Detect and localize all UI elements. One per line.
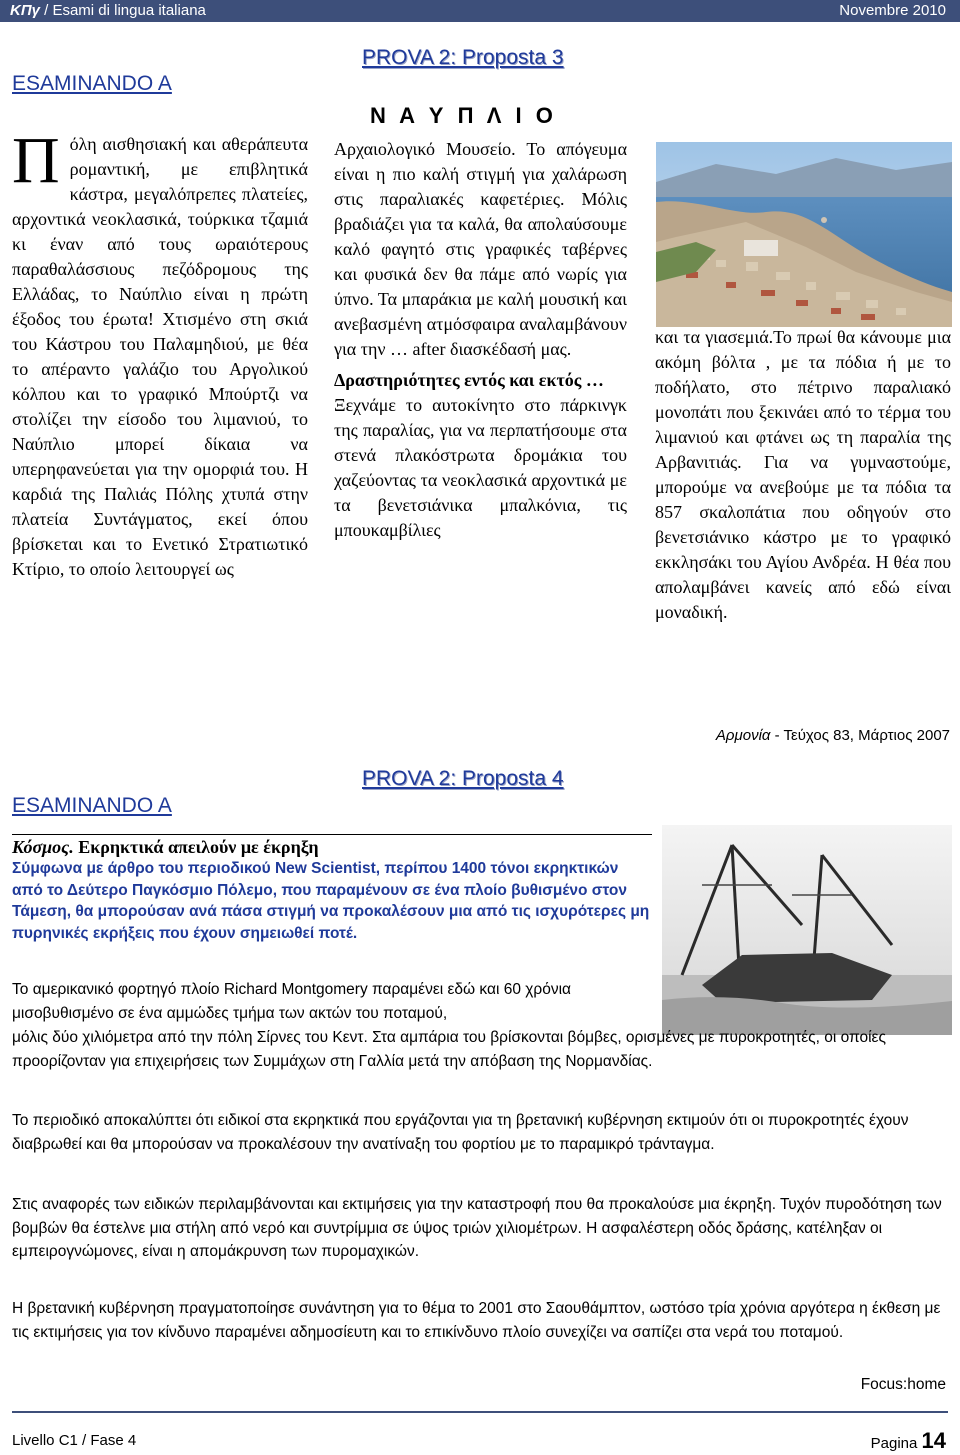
issue-date: Novembre 2010 [839, 2, 946, 19]
publication-subtitle: / Esami di lingua italiana [39, 2, 206, 19]
article-paragraph-3: Στις αναφορές των ειδικών περιλαμβάνονται και εκτιμήσεις για την καταστροφή που θα προκαλούσε μια έκρηξη. Τυχόν πυροδότηση των βομβών θα έστελνε μια στήλη από νερό και συντρίμμια σε ύψος τριών χιλιομέτρων. Η ασφαλέστερη οδός δράσης, κατέληξαν οι εμπειρογνώμονες, είναι η απομάκρυνση των πυρομαχικών. [12, 1196, 942, 1260]
shipwreck-image [662, 825, 952, 1035]
article-paragraph-2: Το περιοδικό αποκαλύπτει ότι ειδικοί στα εκρηκτικά που εργάζονται για τη βρετανική κυβέρνηση εκτιμούν ότι οι πυροκροτητές έχουν διαβρωθεί και θα μπορούσαν να προκαλέσουν την ανατίναξη του φορτίου με το παραμικρό τράνταγμα. [12, 1112, 909, 1153]
footer-level: Livello C1 / Fase 4 [12, 1432, 137, 1449]
page-label: Pagina [870, 1435, 922, 1452]
article-paragraph-1b: μόλις δύο χιλιόμετρα από την πόλη Σίρνες του Κεντ. Στα αμπάρια του βρίσκονται βόμβες, ορισμένες με πυροκροτητές, οι οποίες προορίζονταν για επιχειρήσεις των Συμμάχων στη Γαλλία μετά την απόβαση της Νορμανδίας. [12, 1029, 886, 1070]
source-magazine-name: Αρμονία [715, 727, 771, 744]
section-prova-4: PROVA 2: Proposta 4 [362, 767, 564, 790]
nafplio-column-1 [12, 124, 308, 582]
nafplio-text-col2a: Αρχαιολογικό Μουσείο. Το απόγευμα είναι η πιο καλή στιγμή για χαλάρωση στις παραλιακές καφετέριες. Μόλις βραδιάζει για τα καλά, θα απολαύσουμε καλό φαγητό στις γραφικές ταβέρνες και φυσικά δεν θα πάμε από νωρίς για ύπνο. Τα μπαράκια με καλή μουσική και ανεβασμένη ατμόσφαιρα αναλαμβάνουν για την … after διασκέδασή μας. [334, 139, 627, 359]
article-title-nafplio: Ν Α Υ Π Λ Ι Ο [370, 103, 557, 128]
article-paragraph-4: Η βρετανική κυβέρνηση πραγματοποίησε συνάντηση για το θέμα το 2001 στο Σαουθάμπτον, ωστόσο τρία χρόνια αργότερα η έκθεση με τις εκτιμήσεις για τον κίνδυνο παραμένει αδημοσίευτη και το επικίνδυνο πλοίο συνεχίζει να σαπίζει στα νερά του ποταμού. [12, 1300, 941, 1341]
article-lead: Σύμφωνα με άρθρο του περιοδικού New Scientist, περίπου 1400 τόνοι εκρηκτικών από το Δεύτερο Παγκόσμιο Πόλεμο, που παραμένουν σε ένα πλοίο βυθισμένο στον Τάμεση, θα μπορούσαν ανά πάσα στιγμή να προκαλέσουν μια από τις ισχυρότερες μη πυρηνικές εκρήξεις που έχουν σημειωθεί ποτέ. [12, 860, 650, 942]
activities-heading: Δραστηριότητες εντός και εκτός … [334, 370, 604, 390]
article-paragraph-1a: Το αμερικανικό φορτηγό πλοίο Richard Montgomery παραμένει εδώ και 60 χρόνια μισοβυθισμένο σε ένα αμμώδες τμήμα των ακτών του ποταμού, [12, 981, 571, 1022]
nafplio-text-col3: και τα γιασεμιά.Το πρωί θα κάνουμε μια ακόμη βόλτα , με τα πόδια ή με το ποδήλατο, στο πέτρινο παραλιακό μονοπάτι που ξεκινάει από το τέρμα του λιμανιού και φτάνει ως τη παραλία της Αρβανιτιάς. Για να γυμναστούμε, μπορούμε να ανεβούμε με τα πόδια τα 857 σκαλοπάτια που οδηγούν στο βενετσιάνικο κάστρο με το γραφικό εκκλησάκι του Αγίου Ανδρέα. Η θέα που απολαμβάνει κανείς από εδώ είναι μοναδική. [655, 327, 951, 622]
page-header [0, 0, 960, 22]
publication-name: ΚΠγ [10, 2, 40, 19]
headline-text: Εκρηκτικά απειλούν με έκρηξη [73, 837, 319, 857]
nafplio-column-3 [655, 325, 951, 625]
nafplio-source [660, 727, 950, 744]
footer-page [871, 1428, 946, 1454]
nafplio-column-2 [334, 137, 627, 543]
page-number: 14 [921, 1428, 946, 1453]
section-esaminando-a-bottom: ESAMINANDO A [12, 794, 172, 817]
nafplio-landscape-image [656, 142, 952, 327]
nafplio-text-col1: όλη αισθησιακή και αθεράπευτα ρομαντική, με επιβλητικά κάστρα, μεγαλόπρεπες πλατείες, αρχοντικά νεοκλασικά, τούρκικα τζαμιά κι έναν από τους ωραιότερους παραθαλάσσιους πεζόδρομους της Ελλάδας, το Ναύπλιο είναι η πρώτη έξοδος του έρωτα! Χτισμένο στη σκιά του Κάστρου του Παλαμηδιού, με θέα το απέραντο γαλάζιο του Αργολικού κόλπου και το γραφικό Μπούρτζι να στολίζει την είσοδο του λιμανιού, το Ναύπλιο μπορεί δίκαια να υπερηφανεύεται για την ομορφιά του. Η καρδιά της Παλιάς Πόλης χτυπά στην πλατεία Συντάγματος, εκεί όπου βρίσκεται και το Ενετικό Στρατιωτικό Κτίριο, το οποίο λειτουργεί ως [12, 134, 308, 579]
section-esaminando-a-top: ESAMINANDO A [12, 72, 172, 95]
source-issue: - Τεύχος 83, Μάρτιος 2007 [770, 727, 950, 744]
article-headline [12, 834, 652, 858]
article-source: Focus:home [860, 1376, 946, 1393]
section-prova-3: PROVA 2: Proposta 3 [362, 46, 564, 69]
nafplio-photo [656, 142, 952, 327]
drop-cap: Π [12, 124, 60, 197]
shipwreck-photo [662, 825, 952, 1035]
nafplio-text-col2b: Ξεχνάμε το αυτοκίνητο στο πάρκινγκ της παραλίας, για να περπατήσουμε στα στενά πλακόστρωτα δρομάκια του χαζεύοντας τα νεοκλασικά αρχοντικά με τα βενετσιάνικα μπαλκόνια, τις μπουκαμβίλιες [334, 395, 627, 540]
section-label-kosmos: Κόσμος. [12, 837, 74, 857]
footer-divider [12, 1411, 948, 1413]
